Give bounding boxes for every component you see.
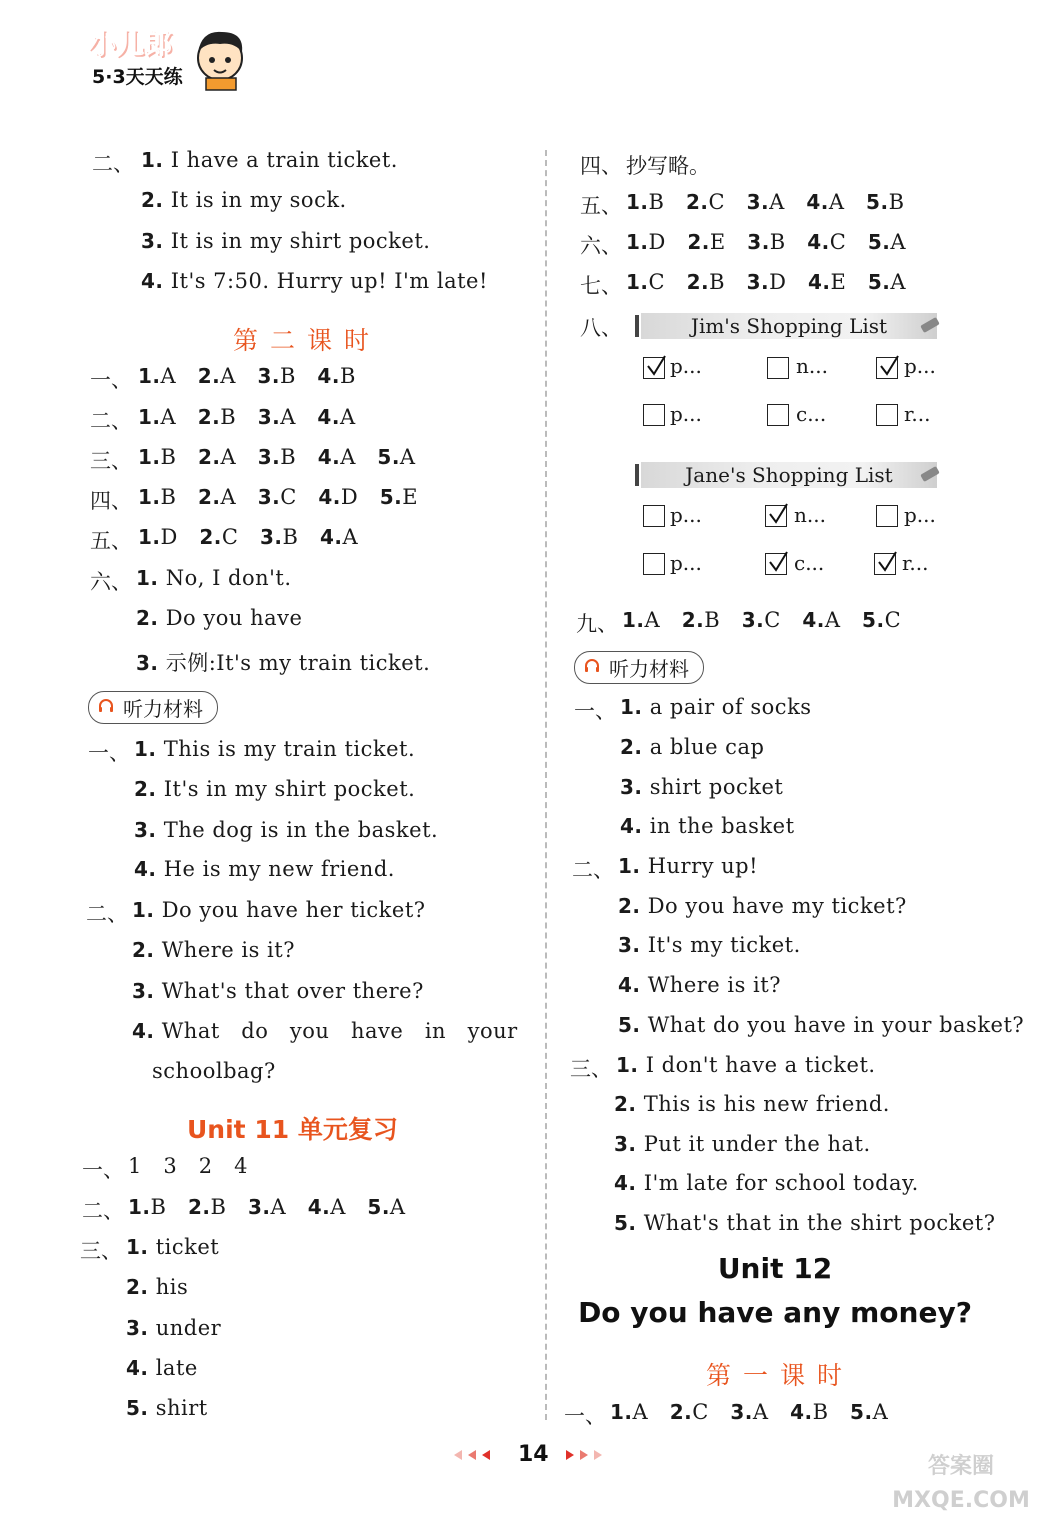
answer-line: 3. under bbox=[126, 1316, 222, 1340]
answer-line: 4. late bbox=[126, 1356, 198, 1380]
answer-line: 5. What do you have in your basket? bbox=[618, 1013, 1025, 1037]
section-label: 一、 bbox=[82, 1158, 124, 1182]
section-label: 五、 bbox=[580, 194, 622, 218]
checkbox-checked[interactable] bbox=[765, 505, 787, 527]
unit-title: Unit 12 bbox=[717, 1252, 833, 1285]
shopping-list-banner bbox=[641, 313, 937, 339]
logo-brand: 小儿郎 bbox=[88, 27, 173, 60]
answer-line: 1. Do you have her ticket? bbox=[132, 898, 426, 922]
checkbox-checked[interactable] bbox=[765, 553, 787, 575]
answer-line: 1. I don't have a ticket. bbox=[616, 1053, 876, 1077]
answer-line: 1. ticket bbox=[126, 1235, 220, 1259]
answer-line: 4. Where is it? bbox=[618, 973, 781, 997]
next-arrows-icon bbox=[562, 1448, 610, 1462]
checkbox-unchecked[interactable] bbox=[643, 404, 665, 426]
section-label: 二、 bbox=[90, 409, 132, 433]
checkbox-label: r... bbox=[904, 402, 931, 426]
checkbox-label: n... bbox=[796, 354, 828, 378]
listening-tag-label: 听力材料 bbox=[609, 657, 689, 681]
check-mark-icon bbox=[767, 502, 789, 526]
answer-row: 1.A 2.A 3.B 4.B bbox=[138, 364, 356, 388]
answer-line: 1. No, I don't. bbox=[136, 566, 292, 590]
answer-line: 2. his bbox=[126, 1275, 189, 1299]
answer-line: 2. This is his new friend. bbox=[614, 1092, 890, 1116]
section-label: 七、 bbox=[580, 274, 622, 298]
answer-row: 1.D 2.E 3.B 4.C 5.A bbox=[626, 230, 907, 254]
answer-line: 2. Do you have bbox=[136, 606, 303, 630]
shopping-list-title: Jim's Shopping List bbox=[690, 314, 888, 338]
answer-line: 3. What's that over there? bbox=[132, 979, 424, 1003]
logo-series: 5·3天天练 bbox=[92, 66, 183, 88]
column-divider bbox=[545, 150, 547, 1420]
section-label: 二、 bbox=[86, 902, 128, 926]
prev-arrows-icon bbox=[450, 1448, 498, 1462]
answer-line: 2. It is in my sock. bbox=[141, 188, 347, 212]
unit-review-title: Unit 11 单元复习 bbox=[187, 1115, 398, 1144]
answer-line: 3. shirt pocket bbox=[620, 775, 784, 799]
section-label: 九、 bbox=[576, 612, 618, 636]
section-label: 三、 bbox=[80, 1239, 122, 1263]
checkbox-checked[interactable] bbox=[876, 357, 898, 379]
section-label: 四、 bbox=[580, 154, 622, 178]
check-mark-icon bbox=[767, 550, 789, 574]
check-mark-icon bbox=[878, 354, 900, 378]
unit-subtitle: Do you have any money? bbox=[578, 1296, 972, 1329]
publisher-logo bbox=[88, 22, 258, 92]
page-footer bbox=[450, 1440, 610, 1470]
check-mark-icon bbox=[876, 550, 898, 574]
answer-row: 1.B 2.C 3.A 4.A 5.B bbox=[626, 190, 905, 214]
answer-line: 3. Put it under the hat. bbox=[614, 1132, 871, 1156]
checkbox-checked[interactable] bbox=[643, 357, 665, 379]
answer-row: 1.A 2.C 3.A 4.B 5.A bbox=[610, 1400, 889, 1424]
shopping-list-banner bbox=[641, 462, 937, 488]
answer-row: 1.C 2.B 3.D 4.E 5.A bbox=[626, 270, 907, 294]
pencil-icon bbox=[920, 317, 940, 333]
answer-row: 1.B 2.A 3.C 4.D 5.E bbox=[138, 485, 419, 509]
answer-line: 4. He is my new friend. bbox=[134, 857, 395, 881]
section-label: 二、 bbox=[82, 1199, 124, 1223]
answer-line: 5. What's that in the shirt pocket? bbox=[614, 1211, 996, 1235]
answer-line: 3. The dog is in the basket. bbox=[134, 818, 439, 842]
section-label: 一、 bbox=[574, 699, 616, 723]
page-number: 14 bbox=[518, 1442, 549, 1467]
checkbox-checked[interactable] bbox=[874, 553, 896, 575]
listening-tag bbox=[574, 651, 704, 684]
listening-tag bbox=[88, 691, 218, 724]
lesson-title: 第二课时 bbox=[233, 326, 382, 355]
checkbox-label: p... bbox=[670, 503, 702, 527]
checkbox-label: p... bbox=[670, 551, 702, 575]
answer-line: 4. in the basket bbox=[620, 814, 795, 838]
answer-line: 1. a pair of socks bbox=[620, 695, 812, 719]
banner-bar bbox=[635, 315, 639, 337]
section-label: 一、 bbox=[90, 368, 132, 392]
answer-row: 1.A 2.B 3.A 4.A bbox=[138, 405, 356, 429]
answer-line: 1. This is my train ticket. bbox=[134, 737, 416, 761]
checkbox-label: n... bbox=[794, 503, 826, 527]
checkbox-unchecked[interactable] bbox=[643, 505, 665, 527]
section-label: 四、 bbox=[90, 489, 132, 513]
section-label: 一、 bbox=[88, 741, 130, 765]
section-label: 一、 bbox=[564, 1404, 606, 1428]
answer-line: 3. 示例:It's my train ticket. bbox=[136, 651, 431, 675]
answer-line: 4. I'm late for school today. bbox=[614, 1171, 919, 1195]
pencil-icon bbox=[920, 466, 940, 482]
headphones-icon bbox=[583, 657, 601, 675]
answer-row: 1 3 2 4 bbox=[128, 1154, 249, 1178]
answer-line: 1. I have a train ticket. bbox=[141, 148, 398, 172]
answer-row: 1.B 2.B 3.A 4.A 5.A bbox=[128, 1195, 406, 1219]
section-label: 三、 bbox=[90, 449, 132, 473]
answer-line: 1. Hurry up! bbox=[618, 854, 759, 878]
checkbox-label: c... bbox=[796, 402, 827, 426]
answer-row: 1.B 2.A 3.B 4.A 5.A bbox=[138, 445, 416, 469]
checkbox-label: p... bbox=[904, 354, 936, 378]
checkbox-label: p... bbox=[670, 354, 702, 378]
answer-line-continued: schoolbag? bbox=[152, 1059, 276, 1083]
answer-line: 3. It is in my shirt pocket. bbox=[141, 229, 431, 253]
answer-line: 4. It's 7:50. Hurry up! I'm late! bbox=[141, 269, 488, 293]
section-label: 六、 bbox=[90, 570, 132, 594]
answer-line: 2. a blue cap bbox=[620, 735, 765, 759]
section-label: 八、 bbox=[580, 316, 622, 340]
checkbox-unchecked[interactable] bbox=[643, 553, 665, 575]
lesson-title: 第一课时 bbox=[706, 1361, 855, 1390]
section-label: 三、 bbox=[570, 1057, 612, 1081]
answer-line: 3. It's my ticket. bbox=[618, 933, 801, 957]
checkbox-label: c... bbox=[794, 551, 825, 575]
answer-line: 4. What do you have in your bbox=[132, 1019, 518, 1043]
banner-bar bbox=[635, 464, 639, 486]
section-label: 五、 bbox=[90, 529, 132, 553]
checkbox-unchecked[interactable] bbox=[767, 357, 789, 379]
answer-row: 1.D 2.C 3.B 4.A bbox=[138, 525, 359, 549]
answer-line: 2. Where is it? bbox=[132, 938, 295, 962]
watermark: 答案圈 MXQE.COM bbox=[892, 1454, 1030, 1513]
section-label: 六、 bbox=[580, 234, 622, 258]
checkbox-unchecked[interactable] bbox=[767, 404, 789, 426]
shopping-list-title: Jane's Shopping List bbox=[685, 463, 893, 487]
checkbox-unchecked[interactable] bbox=[876, 505, 898, 527]
checkbox-unchecked[interactable] bbox=[876, 404, 898, 426]
checkbox-label: r... bbox=[902, 551, 929, 575]
answer-row: 1.A 2.B 3.C 4.A 5.C bbox=[622, 608, 902, 632]
check-mark-icon bbox=[645, 354, 667, 378]
answer-line: 5. shirt bbox=[126, 1396, 208, 1420]
headphones-icon bbox=[97, 697, 115, 715]
checkbox-label: p... bbox=[904, 503, 936, 527]
section-label: 二、 bbox=[92, 152, 134, 176]
section-label: 二、 bbox=[572, 858, 614, 882]
answer-line: 2. It's in my shirt pocket. bbox=[134, 777, 416, 801]
listening-tag-label: 听力材料 bbox=[123, 697, 203, 721]
answer-line: 抄写略。 bbox=[626, 154, 710, 178]
answer-line: 2. Do you have my ticket? bbox=[618, 894, 907, 918]
checkbox-label: p... bbox=[670, 402, 702, 426]
